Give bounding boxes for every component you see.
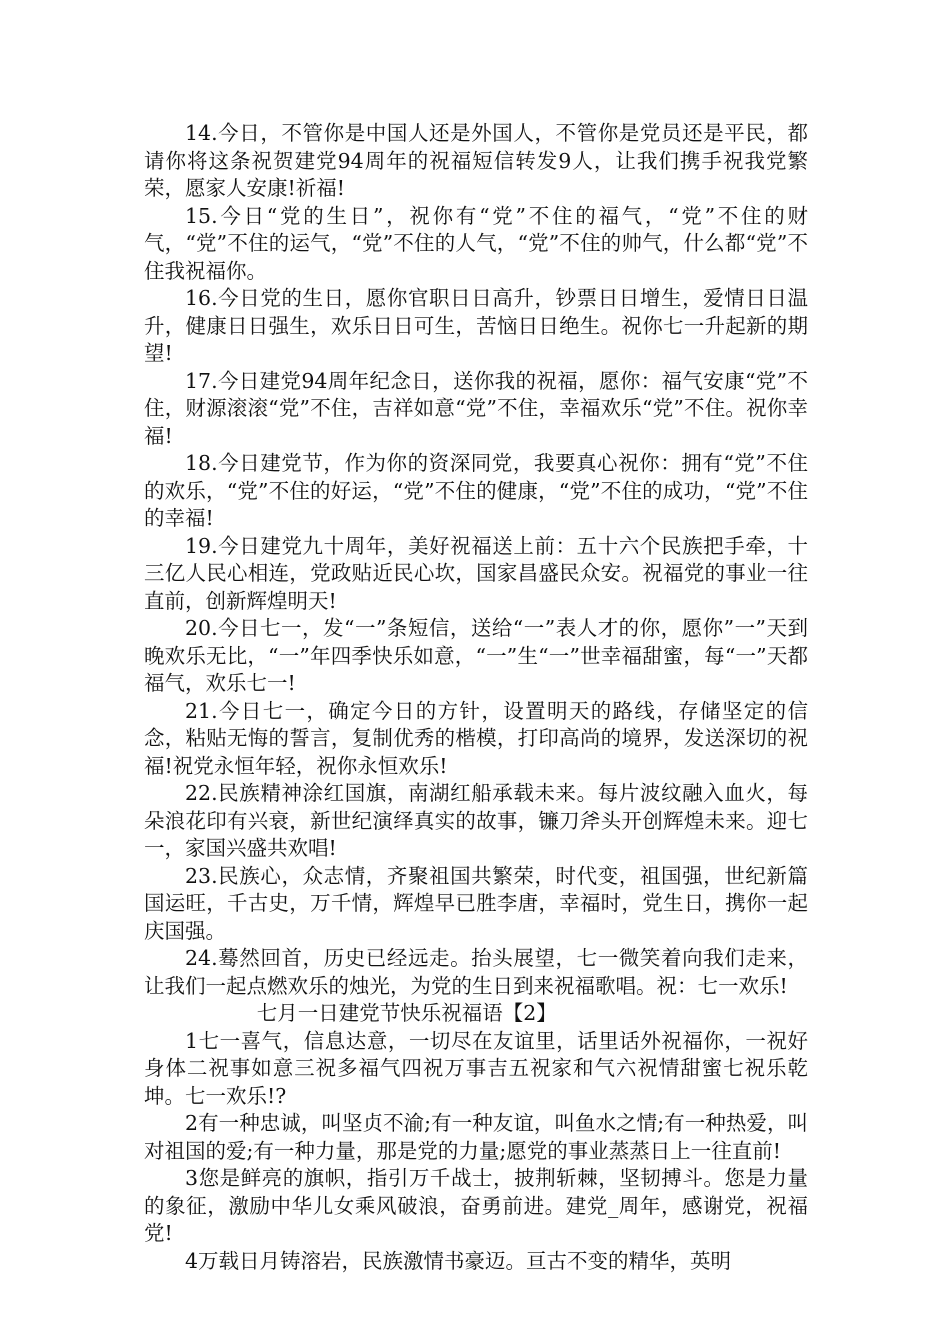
blessing-paragraph-14: 14.今日，不管你是中国人还是外国人，不管你是党员还是平民，都请你将这条祝贺建党94周年的祝福短信转发9人，让我们携手祝我党繁荣，愿家人安康!祈福! [144,121,808,200]
blessing-paragraph-23: 23.民族心，众志情，齐聚祖国共繁荣，时代变，祖国强，世纪新篇国运旺，千古史，万千情，辉煌早已胜李唐，幸福时，党生日，携你一起庆国强。 [144,863,808,943]
blessing-paragraph-3: 3您是鲜亮的旗帜，指引万千战士，披荆斩棘，坚韧搏斗。您是力量的象征，激励中华儿女乘风破浪，奋勇前进。建党_周年，感谢党，祝福党! [144,1166,808,1245]
blessing-paragraph-22: 22.民族精神涂红国旗，南湖红船承载未来。每片波纹融入血火，每朵浪花印有兴衰，新世纪演绎真实的故事，镰刀斧头开创辉煌未来。迎七一，家国兴盛共欢唱! [144,781,808,860]
blessing-paragraph-24: 24.蓦然回首，历史已经远走。抬头展望，七一微笑着向我们走来，让我们一起点燃欢乐的烛光，为党的生日到来祝福歌唱。祝：七一欢乐! [144,946,808,998]
document-body [144,120,808,1275]
blessing-paragraph-18: 18.今日建党节，作为你的资深同党，我要真心祝你：拥有“党”不住的欢乐，“党”不住的好运，“党”不住的健康，“党”不住的成功，“党”不住的幸福! [144,451,808,530]
blessing-paragraph-2: 2有一种忠诚，叫坚贞不渝;有一种友谊，叫鱼水之情;有一种热爱，叫对祖国的爱;有一种力量，那是党的力量;愿党的事业蒸蒸日上一往直前! [144,1111,808,1163]
blessing-paragraph-21: 21.今日七一，确定今日的方针，设置明天的路线，存储坚定的信念，粘贴无悔的誓言，复制优秀的楷模，打印高尚的境界，发送深切的祝福!祝党永恒年轻，祝你永恒欢乐! [144,698,808,778]
section-heading: 七月一日建党节快乐祝福语【2】 [256,1001,557,1025]
blessing-paragraph-20: 20.今日七一，发“一”条短信，送给“一”表人才的你，愿你”一”天到晚欢乐无比，“一”年四季快乐如意，“一”生“一”世幸福甜蜜，每“一”天都福气，欢乐七一! [144,616,808,695]
blessing-paragraph-1: 1七一喜气，信息达意，一切尽在友谊里，话里话外祝福你，一祝好身体二祝事如意三祝多福气四祝万事吉五祝家和气六祝情甜蜜七祝乐乾坤。七一欢乐!? [144,1028,808,1108]
blessing-paragraph-4: 4万载日月铸溶岩，民族激情书豪迈。亘古不变的精华，英明 [185,1248,732,1273]
blessing-paragraph-19: 19.今日建党九十周年，美好祝福送上前：五十六个民族把手牵，十三亿人民心相连，党政贴近民心坎，国家昌盛民众安。祝福党的事业一往直前，创新辉煌明天! [144,533,808,613]
blessing-paragraph-15: 15.今日“党的生日”，祝你有“党”不住的福气，“党”不住的财气，“党”不住的运气，“党”不住的人气，“党”不住的帅气，什么都“党”不住我祝福你。 [144,203,808,283]
blessing-paragraph-16: 16.今日党的生日，愿你官职日日高升，钞票日日增生，爱情日日温升，健康日日强生，欢乐日日可生，苦恼日日绝生。祝你七一升起新的期望! [144,286,808,365]
blessing-paragraph-17: 17.今日建党94周年纪念日，送你我的祝福，愿你：福气安康“党”不住，财源滚滚“党”不住，吉祥如意“党”不住，幸福欢乐“党”不住。祝你幸福! [144,368,808,448]
